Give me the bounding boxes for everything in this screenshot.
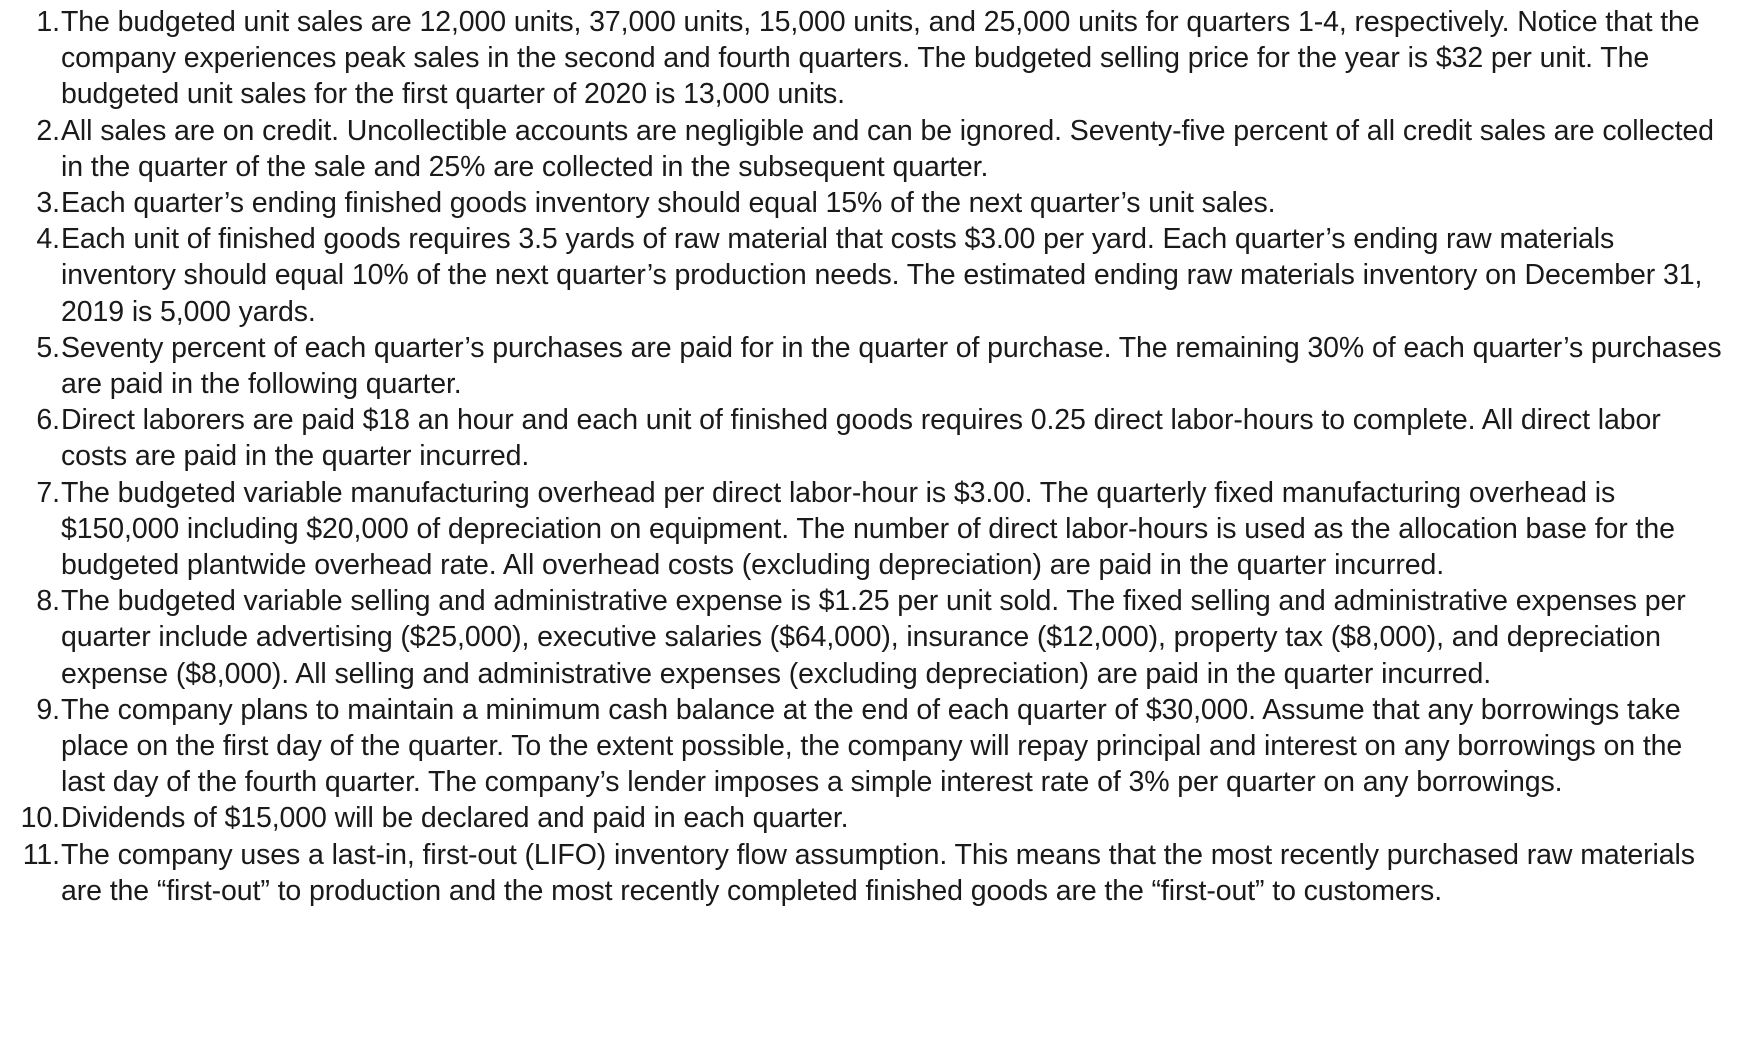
item-number: 1. (36, 6, 60, 38)
list-item (0, 692, 1724, 801)
item-number: 11. (22, 838, 60, 871)
list-item (0, 330, 1724, 402)
list-item (0, 185, 1724, 221)
list-item (0, 837, 1724, 909)
item-text: The budgeted unit sales are 12,000 units, 37,000 units, 15,000 units, and 25,000 units for quarters 1-4, respectively. Notice that the company experiences peak sales in the second and fourth quarters. The budgeted selling price for the year is $32 per unit. The budgeted unit sales for the first quarter of 2020 is 13,000 units. (61, 6, 1700, 111)
list-item (0, 402, 1724, 474)
item-number: 9. (36, 693, 60, 726)
item-number: 4. (36, 223, 60, 256)
item-number: 10. (20, 802, 60, 835)
item-text: The budgeted variable selling and administrative expense is $1.25 per unit sold. The fixed selling and administrative expenses per quarter include advertising ($25,000), executive salaries ($64,000), insurance ($12,000), property tax ($8,000), and depreciation expense ($8,000). All selling and administrative expenses (excluding depreciation) are paid in the quarter incurred. (61, 585, 1686, 690)
item-text: The company plans to maintain a minimum cash balance at the end of each quarter of $30,000. Assume that any borrowings take place on the first day of the quarter. To the extent possible, the company will repay principal and interest on any borrowings on the last day of the fourth quarter. The company’s lender imposes a simple interest rate of 3% per quarter on any borrowings. (61, 693, 1683, 799)
list-item (0, 800, 1724, 836)
item-number: 6. (36, 404, 60, 437)
list-item (0, 221, 1724, 330)
item-text: Seventy percent of each quarter’s purchases are paid for in the quarter of purchase. The remaining 30% of each quarter’s purchases are paid in the following quarter. (61, 331, 1722, 401)
item-text: The company uses a last-in, first-out (LIFO) inventory flow assumption. This means that the most recently purchased raw materials are the “first-out” to production and the most recently completed finished goods are the “first-out” to customers. (61, 838, 1695, 907)
item-text: All sales are on credit. Uncollectible accounts are negligible and can be ignored. Seventy-five percent of all credit sales are collected in the quarter of the sale and 25% are collected in the subsequent quarter. (61, 114, 1714, 183)
list-item (0, 4, 1724, 113)
item-text: Each unit of finished goods requires 3.5 yards of raw material that costs $3.00 per yard. Each quarter’s ending raw materials inventory should equal 10% of the next quarter’s production needs. The estimated ending raw materials inventory on December 31, 2019 is 5,000 yards. (61, 223, 1703, 328)
list-item (0, 113, 1724, 185)
item-text: Each quarter’s ending finished goods inventory should equal 15% of the next quarter’s unit sales. (61, 187, 1276, 220)
item-number: 7. (36, 476, 60, 509)
item-text: Dividends of $15,000 will be declared and paid in each quarter. (61, 802, 849, 835)
list-item (0, 475, 1724, 584)
item-number: 2. (36, 114, 60, 147)
item-number: 8. (36, 585, 60, 618)
item-text: The budgeted variable manufacturing overhead per direct labor-hour is $3.00. The quarterly fixed manufacturing overhead is $150,000 including $20,000 of depreciation on equipment. The number of direct labor-hours is used as the allocation base for the budgeted plantwide overhead rate. All overhead costs (excluding depreciation) are paid in the quarter incurred. (61, 476, 1675, 582)
item-number: 5. (36, 331, 60, 364)
item-number: 3. (36, 187, 60, 220)
list-item (0, 583, 1724, 692)
item-text: Direct laborers are paid $18 an hour and each unit of finished goods requires 0.25 direct labor-hours to complete. All direct labor costs are paid in the quarter incurred. (61, 404, 1661, 473)
